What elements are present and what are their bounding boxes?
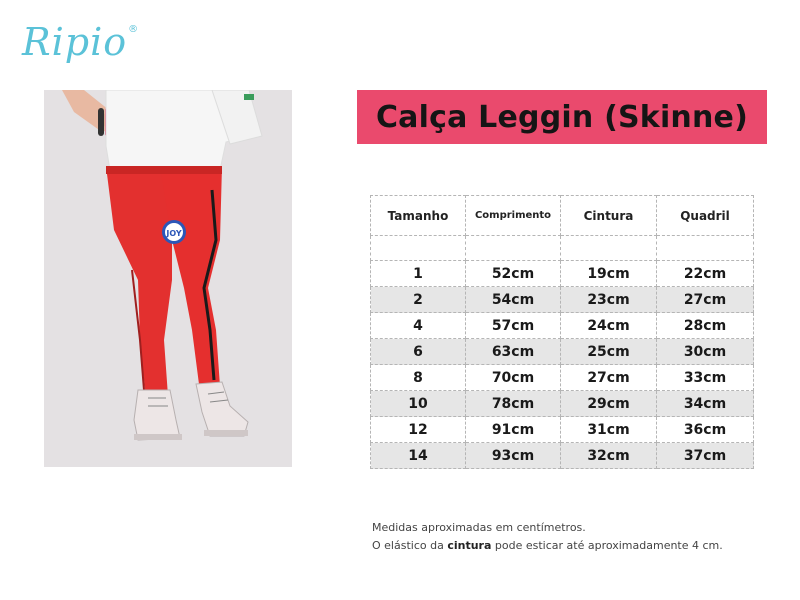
badge-joy-text: JOY bbox=[166, 229, 182, 238]
page-title: Calça Leggin (Skinne) bbox=[375, 99, 749, 135]
header-waist: Cintura bbox=[561, 196, 657, 236]
table-row bbox=[371, 391, 754, 417]
waist-cell: 27cm bbox=[561, 365, 657, 391]
size-cell: 8 bbox=[371, 365, 466, 391]
header-length: Comprimento bbox=[466, 196, 561, 236]
table-row bbox=[371, 261, 754, 287]
hip-cell: 28cm bbox=[657, 313, 754, 339]
footnote-line-2-bold: cintura bbox=[447, 539, 492, 552]
size-cell: 6 bbox=[371, 339, 466, 365]
waist-cell: 19cm bbox=[561, 261, 657, 287]
footnote-line-2 bbox=[372, 537, 782, 555]
size-table bbox=[370, 195, 754, 469]
footnote bbox=[372, 519, 782, 555]
size-cell: 12 bbox=[371, 417, 466, 443]
length-cell: 91cm bbox=[466, 417, 561, 443]
waist-cell: 24cm bbox=[561, 313, 657, 339]
table-row bbox=[371, 287, 754, 313]
hip-cell: 36cm bbox=[657, 417, 754, 443]
hip-cell: 34cm bbox=[657, 391, 754, 417]
table-row bbox=[371, 443, 754, 469]
table-row bbox=[371, 313, 754, 339]
length-cell: 57cm bbox=[466, 313, 561, 339]
hip-cell: 30cm bbox=[657, 339, 754, 365]
size-cell: 14 bbox=[371, 443, 466, 469]
footnote-line-2-suffix: pode esticar até aproximadamente 4 cm. bbox=[491, 539, 723, 552]
header-hip: Quadril bbox=[657, 196, 754, 236]
footnote-line-2-prefix: O elástico da bbox=[372, 539, 448, 552]
product-photo-illustration bbox=[44, 90, 292, 467]
header-size: Tamanho bbox=[371, 196, 466, 236]
hip-cell: 33cm bbox=[657, 365, 754, 391]
product-photo bbox=[44, 90, 292, 467]
waist-cell: 29cm bbox=[561, 391, 657, 417]
length-cell: 63cm bbox=[466, 339, 561, 365]
waist-cell: 32cm bbox=[561, 443, 657, 469]
title-banner bbox=[357, 90, 767, 144]
size-cell: 4 bbox=[371, 313, 466, 339]
length-cell: 78cm bbox=[466, 391, 561, 417]
waist-cell: 31cm bbox=[561, 417, 657, 443]
brand-logo bbox=[22, 18, 138, 70]
hip-cell: 37cm bbox=[657, 443, 754, 469]
length-cell: 52cm bbox=[466, 261, 561, 287]
table-row bbox=[371, 339, 754, 365]
hip-cell: 27cm bbox=[657, 287, 754, 313]
footnote-line-1: Medidas aproximadas em centímetros. bbox=[372, 521, 586, 534]
table-header-row bbox=[371, 196, 754, 236]
brand-name: Ripio bbox=[22, 20, 128, 64]
length-cell: 70cm bbox=[466, 365, 561, 391]
hip-cell: 22cm bbox=[657, 261, 754, 287]
waist-cell: 23cm bbox=[561, 287, 657, 313]
size-cell: 10 bbox=[371, 391, 466, 417]
length-cell: 93cm bbox=[466, 443, 561, 469]
table-body bbox=[371, 261, 754, 469]
registered-mark: ® bbox=[128, 24, 139, 35]
table-row bbox=[371, 417, 754, 443]
size-cell: 2 bbox=[371, 287, 466, 313]
table-row bbox=[371, 365, 754, 391]
table-spacer-row bbox=[371, 236, 754, 261]
size-cell: 1 bbox=[371, 261, 466, 287]
waist-cell: 25cm bbox=[561, 339, 657, 365]
length-cell: 54cm bbox=[466, 287, 561, 313]
